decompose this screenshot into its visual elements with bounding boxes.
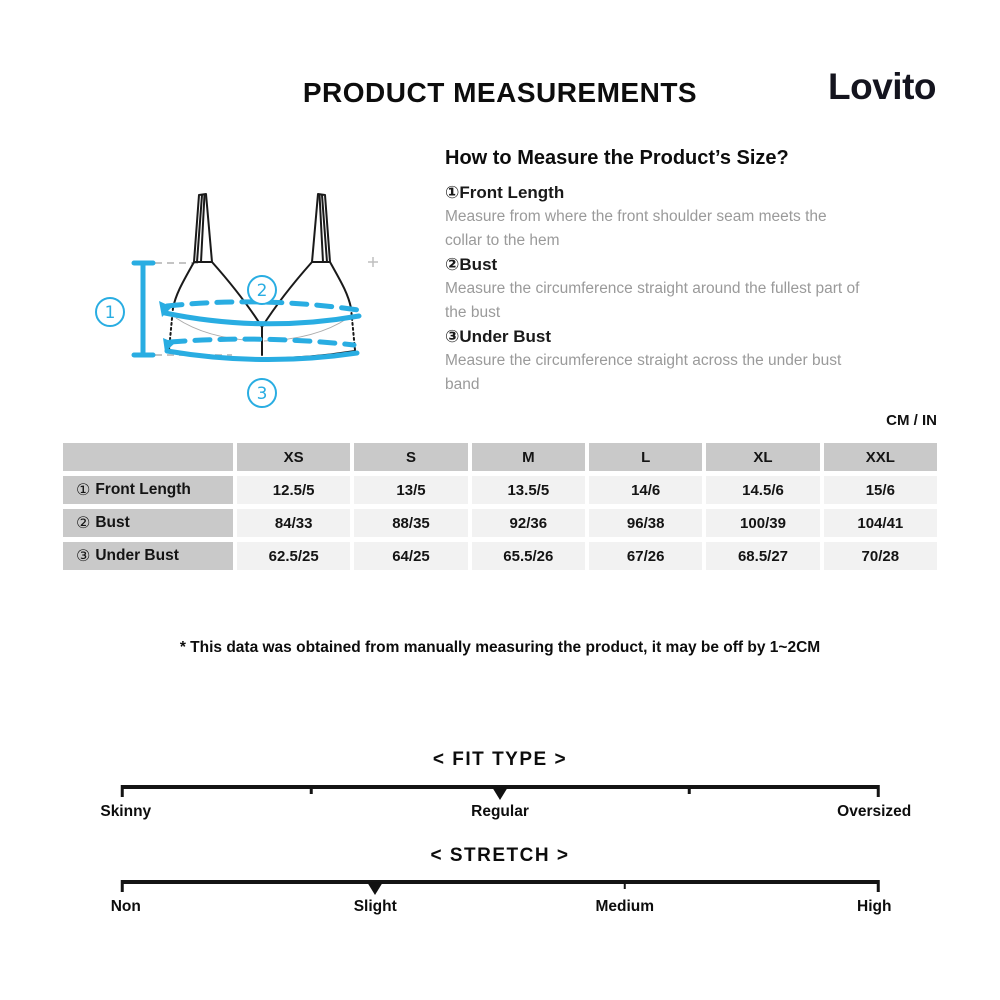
plus-mark-icon: [368, 257, 378, 267]
scale-label: High: [857, 898, 892, 915]
size-table: [63, 443, 937, 570]
table-cell: 14/6: [589, 476, 702, 504]
bust-solid-line: [165, 313, 359, 324]
table-cell: 100/39: [706, 509, 819, 537]
table-cell: 13.5/5: [472, 476, 585, 504]
table-cell: 13/5: [354, 476, 467, 504]
table-cell: 70/28: [824, 542, 937, 570]
circled-1-icon: ①: [445, 183, 460, 202]
measurement-disclaimer: * This data was obtained from manually measuring the product, it may be off by 1~2CM: [179, 639, 821, 656]
guide-item-description: collar to the hem: [445, 232, 560, 249]
fit-type-marker-icon: [492, 787, 508, 800]
guide-item-bust: [445, 253, 925, 325]
fit-type-title: < FIT TYPE >: [432, 749, 568, 770]
tick: [310, 785, 313, 794]
table-row-label: ① Front Length: [63, 476, 233, 504]
size-column-header: L: [589, 443, 702, 471]
brand-logo: Lovito: [828, 66, 936, 107]
size-column-header: S: [354, 443, 467, 471]
table-cell: 14.5/6: [706, 476, 819, 504]
guide-item-under-bust: [445, 325, 925, 397]
scale-label: Oversized: [837, 803, 912, 820]
stretch-axis: [122, 880, 878, 884]
tick: [877, 880, 880, 892]
guide-item-description: band: [445, 376, 480, 393]
circled-2-icon: ②: [76, 515, 91, 532]
circled-1-icon: ①: [76, 482, 91, 499]
guide-item-description: Measure the circumference straight around the fullest part of: [445, 280, 860, 297]
guide-item-title: ②Bust: [445, 255, 498, 274]
circled-3-icon: ③: [445, 327, 460, 346]
table-cell: 15/6: [824, 476, 937, 504]
table-cell: 64/25: [354, 542, 467, 570]
table-cell: 88/35: [354, 509, 467, 537]
tick: [623, 880, 626, 889]
table-cell: 65.5/26: [472, 542, 585, 570]
units-label: CM / IN: [886, 412, 937, 429]
scale-label: Medium: [595, 898, 655, 915]
scale-label: Skinny: [100, 803, 152, 820]
table-cell: 12.5/5: [237, 476, 350, 504]
fit-type-labels: [100, 803, 912, 823]
marker-2: 2: [256, 281, 268, 301]
guide-item-title: ③Under Bust: [445, 327, 552, 346]
guide-item-title: ①Front Length: [445, 183, 565, 202]
size-column-header: M: [472, 443, 585, 471]
table-cell: 92/36: [472, 509, 585, 537]
stretch-title: < STRETCH >: [430, 845, 570, 866]
size-column-header: XXL: [824, 443, 937, 471]
circled-3-icon: ③: [76, 548, 91, 565]
table-row-label: ③ Under Bust: [63, 542, 233, 570]
guide-heading: How to Measure the Product’s Size?: [445, 147, 789, 169]
scale-label: Regular: [471, 803, 529, 820]
stretch-labels: [110, 898, 892, 918]
scale-label: Slight: [353, 898, 397, 915]
guide-item-description: Measure the circumference straight across the under bust: [445, 352, 842, 369]
table-cell: 62.5/25: [237, 542, 350, 570]
circled-2-icon: ②: [445, 255, 460, 274]
table-cell: 68.5/27: [706, 542, 819, 570]
guide-item-description: the bust: [445, 304, 501, 321]
table-cell: 96/38: [589, 509, 702, 537]
guide-item-front-length: [445, 181, 925, 253]
table-cell: 104/41: [824, 509, 937, 537]
marker-1: 1: [104, 303, 116, 323]
stretch-marker-icon: [367, 882, 383, 895]
guide-item-description: Measure from where the front shoulder seam meets the: [445, 208, 827, 225]
size-column-header: XS: [237, 443, 350, 471]
size-column-header: XL: [706, 443, 819, 471]
scale-label: Non: [110, 898, 141, 915]
table-row-label: ② Bust: [63, 509, 233, 537]
how-to-measure-section: [445, 147, 925, 397]
tick: [121, 785, 124, 797]
page-title: PRODUCT MEASUREMENTS: [302, 77, 698, 108]
tick: [688, 785, 691, 794]
measurement-diagram: [80, 150, 420, 420]
table-cell: 84/33: [237, 509, 350, 537]
tick: [877, 785, 880, 797]
marker-3: 3: [256, 384, 268, 404]
tick: [121, 880, 124, 892]
table-corner-cell: [63, 443, 233, 471]
table-cell: 67/26: [589, 542, 702, 570]
